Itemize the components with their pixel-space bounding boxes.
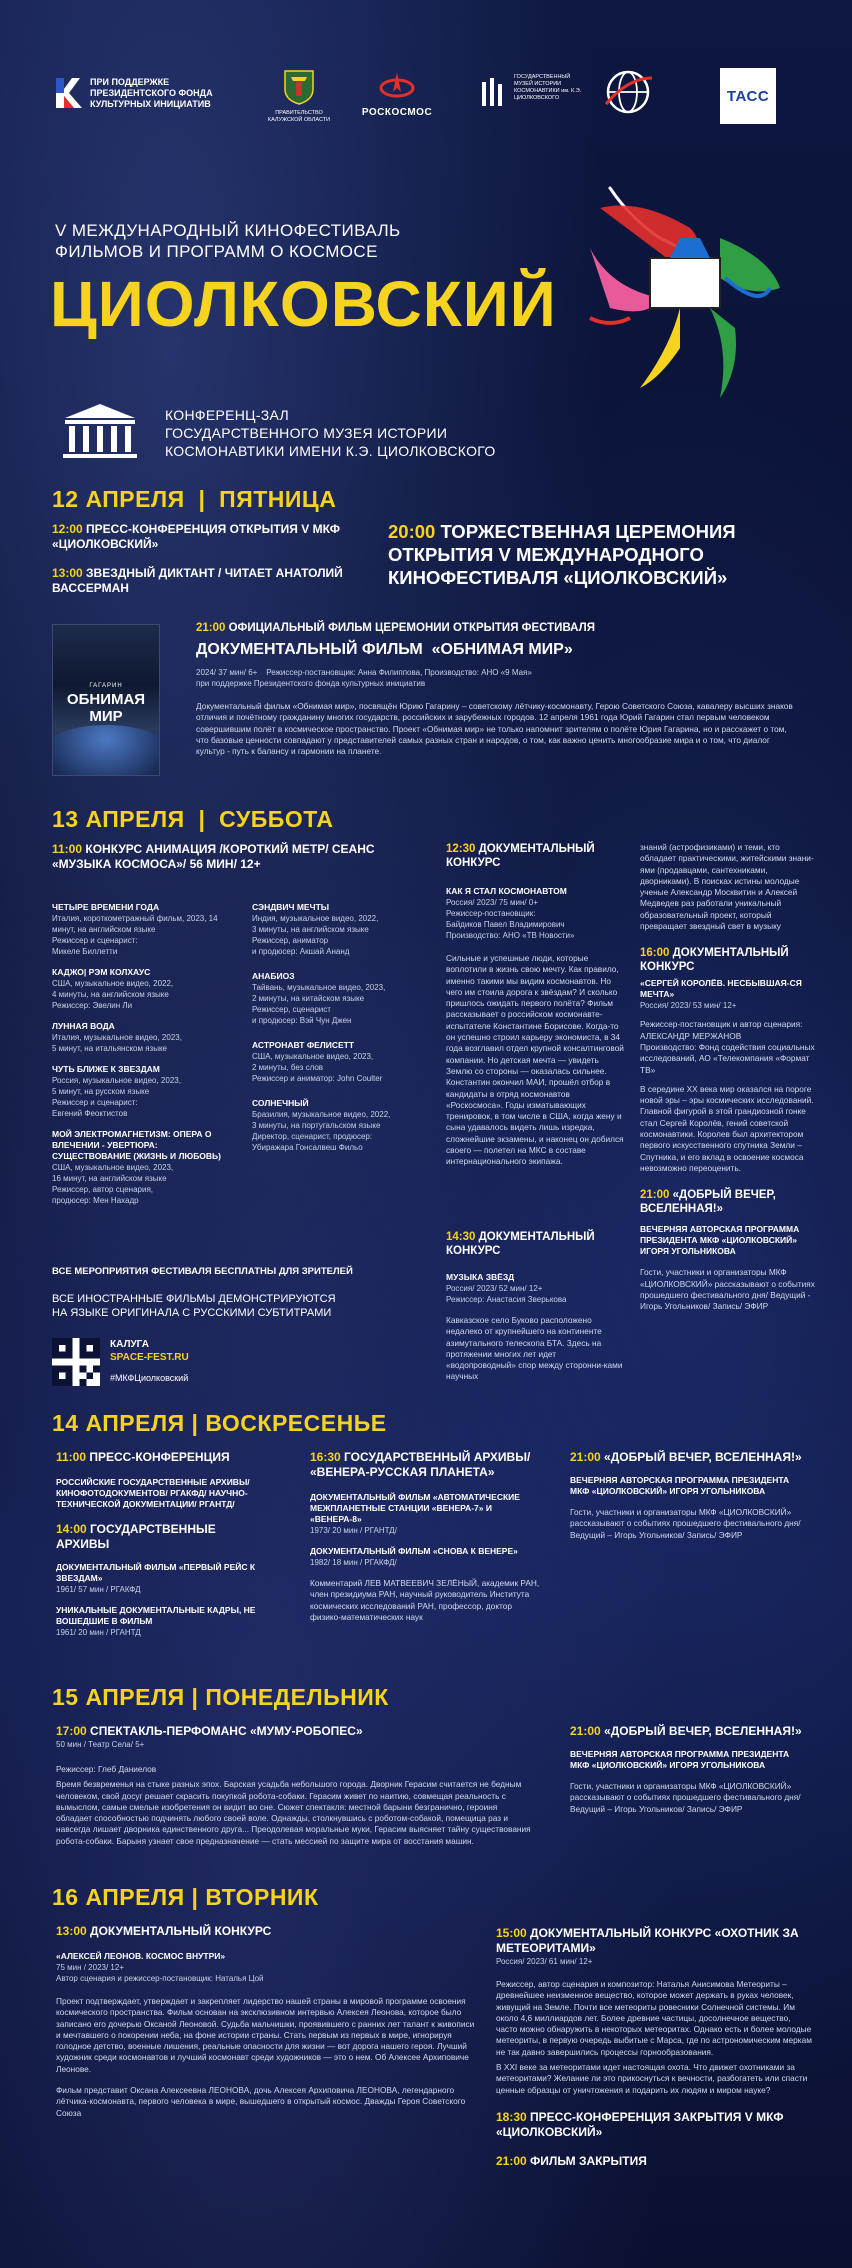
city: КАЛУГА bbox=[110, 1339, 149, 1350]
day14-e3-f2-meta: 1982/ 18 мин / РГАКФД/ bbox=[310, 1558, 397, 1567]
contact-block bbox=[110, 1338, 189, 1385]
day12-e4-time: 21:00 bbox=[196, 622, 226, 634]
film-item: КАДЖО| РЭМ КОЛХАУС США, музыкальное видео, 2022, 4 минуты, на английском языке Режиссер: Эвелин Ли bbox=[52, 967, 174, 1010]
kaluga-logo bbox=[264, 67, 334, 124]
day12-e4-meta2: при поддержке Президентского фонда культурных инициатив bbox=[196, 679, 426, 688]
day15-eve-sub: ВЕЧЕРНЯЯ АВТОРСКАЯ ПРОГРАММА ПРЕЗИДЕНТА МКФ «ЦИОЛКОВСКИЙ» ИГОРЯ УГОЛЬНИКОВА bbox=[570, 1749, 790, 1770]
festival-line-1: V МЕЖДУНАРОДНЫЙ КИНОФЕСТИВАЛЬ bbox=[55, 221, 401, 240]
museum-building-icon bbox=[480, 74, 510, 108]
day13-heading: 13 АПРЕЛЯ | СУББОТА bbox=[52, 806, 334, 832]
roscosmos-logo bbox=[352, 70, 442, 118]
day16-col-right: 15:00 ДОКУМЕНТАЛЬНЫЙ КОНКУРС «ОХОТНИК ЗА МЕТЕОРИТАМИ» Россия/ 2023/ 61 мин/ 12+ Режиссер, автор сценария и композитор: Наталья Анисимова Метеориты – древнейшее неизменное вещество, которое может держать в руках человек, живущий на Земле. Почти все метеориты ровесники Солнечной системы. Им около 4,6 миллиардов лет. Более древние частицы, досолнечное вещество, часто можно обнаружить в некоторых метеоритах. Однако есть и более молодые метеориты, в первую очередь выбитые с Марса, где по астрономическим меркам не так давно завершились процессы горнообразования. В XXI веке за метеоритами идет настоящая охота. Что движет охотниками за метеоритами? Желание ли это прикоснуться к вечности, разбогатеть или спасти ценные образцы от уничтожения и подарить их людям и миром науке? 18:30 ПРЕСС-КОНФЕРЕНЦИЯ ЗАКРЫТИЯ V МКФ «ЦИОЛКОВСКИЙ» 21:00 ФИЛЬМ ЗАКРЫТИЯ bbox=[496, 1926, 812, 2168]
day14-e3-f1-meta: 1973/ 20 мин / РГАНТД/ bbox=[310, 1526, 397, 1535]
film-item: ЧЕТЫРЕ ВРЕМЕНИ ГОДА Италия, короткометражный фильм, 2023, 14 минут, на английском языке Режиссер и сценарист: Микеле Биллетти bbox=[52, 902, 218, 956]
day13-doc2: 14:30 ДОКУМЕНТАЛЬНЫЙ КОНКУРС МУЗЫКА ЗВЁЗД Россия/ 2023/ 52 мин/ 12+ Режиссер: Анастасия Зверькова Кавказское село Буково расположено недалеко от крупнейшего на континенте азимутального телескопа БТА. Здесь на протяжении многих лет идет «водопроводный» спор между сторонни-ками научных bbox=[446, 1230, 626, 1383]
subs-note-2: НА ЯЗЫКЕ ОРИГИНАЛА С РУССКИМИ СУБТИТРАМИ bbox=[52, 1307, 332, 1319]
venue-line-2: ГОСУДАРСТВЕННОГО МУЗЕЯ ИСТОРИИ bbox=[165, 425, 448, 441]
roscosmos-icon bbox=[375, 70, 419, 102]
film-item: СЭНДВИЧ МЕЧТЫ Индия, музыкальное видео, 2022, 3 минуты, на английском языке Режиссер, аниматор и продюсер: Акшай Ананд bbox=[252, 902, 379, 956]
film-item: ЛУННАЯ ВОДА Италия, музыкальное видео, 2023, 5 минут, на итальянском языке bbox=[52, 1021, 182, 1053]
festival-emblem-icon bbox=[570, 178, 790, 428]
day14-col3: 21:00 «ДОБРЫЙ ВЕЧЕР, ВСЕЛЕННАЯ!» ВЕЧЕРНЯЯ АВТОРСКАЯ ПРОГРАММА ПРЕЗИДЕНТА МКФ «ЦИОЛКОВСКИЙ» ИГОРЯ УГОЛЬНИКОВА Гости, участники и организаторы МКФ «ЦИОЛКОВСКИЙ» рассказывают о событиях прошедшего фестивального дня/ Ведущий – Игорь Угольников/ Запись/ ЭФИР bbox=[570, 1450, 810, 1541]
festival-title: ЦИОЛКОВСКИЙ bbox=[50, 268, 557, 340]
day14-col2: 16:30 ГОСУДАРСТВЕННЫЙ АРХИВЫ/ «ВЕНЕРА-РУССКАЯ ПЛАНЕТА» ДОКУМЕНТАЛЬНЫЙ ФИЛЬМ «АВТОМАТИЧЕСКИЕ МЕЖПЛАНЕТНЫЕ СТАНЦИИ «ВЕНЕРА-7» И «ВЕНЕРА-8» 1973/ 20 мин / РГАНТД/ ДОКУМЕНТАЛЬНЫЙ ФИЛЬМ «СНОВА К ВЕНЕРЕ» 1982/ 18 мин / РГАКФД/ Комментарий ЛЕВ МАТВЕЕВИЧ ЗЕЛЁНЫЙ, академик РАН, член президиума РАН, научный руководитель Института космических исследований РАН, профессор, доктор физико-математических наук bbox=[310, 1450, 540, 1622]
day13-doc1: 12:30 ДОКУМЕНТАЛЬНЫЙ КОНКУРС КАК Я СТАЛ КОСМОНАВТОМ Россия/ 2023/ 75 мин/ 0+ Режиссер-постановщик: Байдиков Павел Владимирович Производство: АНО «ТВ Новости» Сильные и успешные люди, которые воплотили в жизнь свою мечту. Как правило, именно такими мы видим космонавтов. Но чего им стоила дорога к звёздам? И сколько пришлось ожидать первого полёта? Фильм рассказывает о российском космонавте-испытателе Константине Борисове. Когда-то он успешно строил карьеру экономиста, в 34 года возглавил отдел крупной консалтинговой компании. Но детская мечта — увидеть Землю со стороны — оказалась сильнее. Константин окончил МАИ, прошёл отбор в кандидаты в отряд космонавтов «Роскосмоса». Годы изматывающих тренировок, в том числе в США, когда жену и сына удавалось видеть лишь изредка, сложнейшие экзамены, и наконец он добился своего — полетел на МКС в составе интернационального экипажа. bbox=[446, 842, 626, 1168]
pfki-logo bbox=[52, 76, 240, 110]
doc1-desc: Сильные и успешные люди, которые воплотили в жизнь свою мечту. Как правило, именно такими мы видим космонавтов. Но чего им стоила дорога к звёздам? И сколько пришлось ожидать первого полёта? Фильм рассказывает о российском космонавте-испытателе Константине Борисове. Когда-то он успешно строил карьеру экономиста, в 34 года возглавил отдел крупной консалтинговой компании. Но детская мечта — увидеть Землю со стороны — оказалась сильнее. Константин окончил МАИ, прошёл отбор в кандидаты в отряд космонавтов «Роскосмоса». Годы изматывающих тренировок, в том числе в США, когда жену и сына удавалось видеть лишь изредка, сложнейшие экзамены, и наконец он добился своего — полетел на МКС в составе интернационального экипажа. bbox=[446, 953, 624, 1167]
film-item: АНАБИОЗ Тайвань, музыкальное видео, 2023, 2 минуты, на китайском языке Режиссер, сценарист и продюсер: Вэй Чун Джен bbox=[252, 971, 386, 1025]
venue-block bbox=[165, 406, 496, 460]
doc2-desc-cont: знаний (астрофизиками) и теми, кто обладает практическими, житейскими знани-ями (продавцами, сантехниками, дворниками). В поисках истины молодые ученые Александр Москвитин и Алексей Медведев раз работали уникальный образовательный проект, который превращает звездный свет в музыку bbox=[640, 842, 814, 932]
pfki-icon bbox=[52, 76, 82, 110]
day12-e4-film: ДОКУМЕНТАЛЬНЫЙ ФИЛЬМ «ОБНИМАЯ МИР» bbox=[196, 641, 573, 658]
day13-films-right bbox=[252, 902, 422, 1167]
day13-contest-title: КОНКУРС АНИМАЦИЯ /КОРОТКИЙ МЕТР/ СЕАНС «МУЗЫКА КОСМОСА»/ 56 МИН/ 12+ bbox=[52, 842, 375, 871]
day14-e2-f1-meta: 1961/ 57 мин / РГАКФД bbox=[56, 1585, 141, 1594]
day12-e3-title: ТОРЖЕСТВЕННАЯ ЦЕРЕМОНИЯ ОТКРЫТИЯ V МЕЖДУНАРОДНОГО КИНОФЕСТИВАЛЯ «ЦИОЛКОВСКИЙ» bbox=[388, 521, 736, 588]
day14-heading: 14 АПРЕЛЯ | ВОСКРЕСЕНЬЕ bbox=[52, 1410, 387, 1436]
day16-event-1: 13:00 ДОКУМЕНТАЛЬНЫЙ КОНКУРС «АЛЕКСЕЙ ЛЕОНОВ. КОСМОС ВНУТРИ» 75 мин / 2023/ 12+ Автор сценария и режиссер-постановщик: Наталья Цой Проект подтверждает, утверждает и закрепляет лидерство нашей страны в мировой программе освоения космического пространства. Фильм основан на эксклюзивном интервью Алексея Леонова, которое было записано его дочерью Оксаной Леоновой. Судьба мальчишки, проявившего с ранних лет талант к живописи и мечтавшего о покорении неба, на фоне истории страны. Стать первым из первых в мире, игнорируя голодное детство, военные лишения, реальные опасности для жизни — вот дорога нашего героя. Лучший художник среди космонавтов и лучший космонавт среди художников — это о нем. Об Алексее Архиповиче Леонове. Фильм представит Оксана Алексеевна ЛЕОНОВА, дочь Алексея Архиповича ЛЕОНОВА, легендарного лётчика-космонавта, первого человека в мире, вышедшего в открытый космос. Дважды Героя Советского Союза bbox=[56, 1924, 475, 2118]
day12-event-4 bbox=[196, 621, 816, 757]
day16-e2-desc2: В XXI веке за метеоритами идет настоящая охота. Что движет охотниками за метеоритами? Желание ли это прикоснуться к вечности, разбогатеть или спасти ценные образцы от уничтожения и подарить их людям и миром науке? bbox=[496, 2062, 808, 2095]
day13-eve-desc: Гости, участники и организаторы МКФ «ЦИОЛКОВСКИЙ» рассказывают о событиях прошедшего фестивального дня/ Ведущий - Игорь Угольников/ Запись/ ЭФИР bbox=[640, 1267, 815, 1312]
day13-right-col: знаний (астрофизиками) и теми, кто обладает практическими, житейскими знани-ями (продавцами, сантехниками, дворниками). В поисках истины молодые ученые Александр Москвитин и Алексей Медведев раз работали уникальный образовательный проект, который превращает звездный свет в музыку 16:00 ДОКУМЕНТАЛЬНЫЙ КОНКУРС «СЕРГЕЙ КОРОЛЁВ. НЕСБЫВШАЯ-СЯ МЕЧТА» Россия/ 2023/ 53 мин/ 12+ Режиссер-постановщик и автор сценария: АЛЕКСАНДР МЕРЖАНОВ Производство: Фонд содействия социальных исследований, АО «Телекомпания «Формат ТВ» В середине XX века мир оказался на пороге новой эры – эры космических исследований. Главной фигурой в этой грандиозной гонке стал Сергей Королёв, гений советской космонавтики. Королев был архитектором первого искусственного спутника Земли – Спутника, и его вклад в освоение космоса невозможно переоценить. 21:00 «ДОБРЫЙ ВЕЧЕР, ВСЕЛЕННАЯ!» ВЕЧЕРНЯЯ АВТОРСКАЯ ПРОГРАММА ПРЕЗИДЕНТА МКФ «ЦИОЛКОВСКИЙ» ИГОРЯ УГОЛЬНИКОВА Гости, участники и организаторы МКФ «ЦИОЛКОВСКИЙ» рассказывают о событиях прошедшего фестивального дня/ Ведущий - Игорь Угольников/ Запись/ ЭФИР bbox=[640, 842, 815, 1312]
museum-top-text: ГОСУДАРСТВЕННЫЙ МУЗЕЙ ИСТОРИИ КОСМОНАВТИКИ им. К.Э. ЦИОЛКОВСКОГО bbox=[514, 74, 582, 101]
day15-e1-director: Режиссер: Глеб Даниелов bbox=[56, 1764, 157, 1774]
day13-eve-sub: ВЕЧЕРНЯЯ АВТОРСКАЯ ПРОГРАММА ПРЕЗИДЕНТА МКФ «ЦИОЛКОВСКИЙ» ИГОРЯ УГОЛЬНИКОВА bbox=[640, 1224, 800, 1257]
day14-e2-f2-meta: 1961/ 20 мин / РГАНТД bbox=[56, 1628, 141, 1637]
day15-e1-meta: 50 мин / Театр Села/ 5+ bbox=[56, 1740, 145, 1749]
day12-e1-time: 12:00 bbox=[52, 522, 83, 536]
doc3-meta: Россия/ 2023/ 53 мин/ 12+ bbox=[640, 1001, 737, 1011]
day16-e1-film: «АЛЕКСЕЙ ЛЕОНОВ. КОСМОС ВНУТРИ» bbox=[56, 1951, 226, 1961]
doc1-meta: Россия/ 2023/ 75 мин/ 0+ Режиссер-постановщик: Байдиков Павел Владимирович Производство: АНО «ТВ Новости» bbox=[446, 898, 575, 940]
day14-e3-comment: Комментарий ЛЕВ МАТВЕЕВИЧ ЗЕЛЁНЫЙ, академик РАН, член президиума РАН, научный руководитель Института космических исследований РАН, профессор, доктор физико-математических наук bbox=[310, 1578, 540, 1622]
day12-event-2 bbox=[52, 566, 352, 596]
qr-code-icon bbox=[52, 1338, 100, 1386]
day15-col-right: 21:00 «ДОБРЫЙ ВЕЧЕР, ВСЕЛЕННАЯ!» ВЕЧЕРНЯЯ АВТОРСКАЯ ПРОГРАММА ПРЕЗИДЕНТА МКФ «ЦИОЛКОВСКИЙ» ИГОРЯ УГОЛЬНИКОВА Гости, участники и организаторы МКФ «ЦИОЛКОВСКИЙ» рассказывают о событиях прошедшего фестивального дня/ Ведущий – Игорь Угольников/ Запись/ ЭФИР bbox=[570, 1724, 810, 1815]
logo-row bbox=[40, 62, 810, 134]
day14-e2-f1: ДОКУМЕНТАЛЬНЫЙ ФИЛЬМ «ПЕРВЫЙ РЕЙС К ЗВЕЗДАМ» bbox=[56, 1562, 256, 1583]
festival-subtitle bbox=[55, 220, 401, 262]
day14-eve-sub: ВЕЧЕРНЯЯ АВТОРСКАЯ ПРОГРАММА ПРЕЗИДЕНТА МКФ «ЦИОЛКОВСКИЙ» ИГОРЯ УГОЛЬНИКОВА bbox=[570, 1475, 790, 1496]
day16-e1-meta: 75 мин / 2023/ 12+ Автор сценария и режиссер-постановщик: Наталья Цой bbox=[56, 1963, 264, 1983]
subs-note-1: ВСЕ ИНОСТРАННЫЕ ФИЛЬМЫ ДЕМОНСТРИРУЮТСЯ bbox=[52, 1293, 336, 1305]
doc2-meta: Россия/ 2023/ 52 мин/ 12+ Режиссер: Анастасия Зверькова bbox=[446, 1284, 567, 1304]
doc3-film: «СЕРГЕЙ КОРОЛЁВ. НЕСБЫВШАЯ-СЯ МЕЧТА» bbox=[640, 978, 802, 1000]
day16-e2-meta: Россия/ 2023/ 61 мин/ 12+ bbox=[496, 1957, 593, 1966]
day14-e1-sub: РОССИЙСКИЕ ГОСУДАРСТВЕННЫЕ АРХИВЫ/ КИНОФОТОДОКУМЕНТОВ/ РГАКФД/ НАУЧНО-ТЕХНИЧЕСКОЙ ДОКУМЕНТАЦИИ/ РГАНТД/ bbox=[56, 1477, 250, 1509]
day16-heading: 16 АПРЕЛЯ | ВТОРНИК bbox=[52, 1884, 319, 1910]
day15-eve-desc: Гости, участники и организаторы МКФ «ЦИОЛКОВСКИЙ» рассказывают о событиях прошедшего фестивального дня/ Ведущий – Игорь Угольников/ Запись/ ЭФИР bbox=[570, 1781, 801, 1814]
hashtag: #МКФЦиолковский bbox=[110, 1373, 189, 1383]
day15-e1-desc: Время безвременья на стыке разных эпох. Барская усадьба небольшого города. Дворник Герасим считается не бедным человеком, свой досуг решает скрасить покупкой робота-собаки. Герасим живет по наитию, совмещая реальность с вымыслом, самые смелые изобретения он видит во сне. Сюжет спектакля: местной барыни безгранично, героиня обладает способностью подчинять любого своей воле. Однажды, столкнувшись с роботом-собакой, помещица раз и навсегда лишает дворника единственного друга... Преодолевая моральные муки, Герасим выясняет тайну существования робота-собаки. Барыня узнает свое предназначение — стать мессией по защите мира от восстания машин. bbox=[56, 1779, 531, 1846]
doc1-film: КАК Я СТАЛ КОСМОНАВТОМ bbox=[446, 886, 567, 896]
free-note: ВСЕ МЕРОПРИЯТИЯ ФЕСТИВАЛЯ БЕСПЛАТНЫ ДЛЯ ЗРИТЕЛЕЙ bbox=[52, 1266, 353, 1277]
day14-e3-f1: ДОКУМЕНТАЛЬНЫЙ ФИЛЬМ «АВТОМАТИЧЕСКИЕ МЕЖПЛАНЕТНЫЕ СТАНЦИИ «ВЕНЕРА-7» И «ВЕНЕРА-8» bbox=[310, 1492, 520, 1524]
day16-e1-desc1: Проект подтверждает, утверждает и закрепляет лидерство нашей страны в мировой программе освоения космического пространства. Фильм основан на эксклюзивном интервью Алексея Леонова, которое было записано его дочерью Оксаной Леоновой. Судьба мальчишки, проявившего с ранних лет талант к живописи и мечтавшего о покорении неба, на фоне истории страны. Стать первым из первых в мире, игнорируя голодное детство, военные лишения, реальные опасности для жизни — вот дорога нашего героя. Лучший художник среди космонавтов и лучший космонавт среди художников — это о нем. Об Алексее Архиповиче Леонове. bbox=[56, 1996, 475, 2074]
day13-films-left bbox=[52, 902, 237, 1216]
museum-building-icon-large bbox=[55, 400, 145, 462]
day12-e1-title: ПРЕСС-КОНФЕРЕНЦИЯ ОТКРЫТИЯ V МКФ «ЦИОЛКОВСКИЙ» bbox=[52, 522, 340, 551]
day12-e2-title: ЗВЕЗДНЫЙ ДИКТАНТ / ЧИТАЕТ АНАТОЛИЙ ВАССЕРМАН bbox=[52, 566, 343, 595]
day15-event-1: 17:00 СПЕКТАКЛЬ-ПЕРФОМАНС «МУМУ-РОБОПЕС» 50 мин / Театр Села/ 5+ Режиссер: Глеб Даниелов Время безвременья на стыке разных эпох. Барская усадьба небольшого города. Дворник Герасим считается не бедным человеком, свой досуг решает скрасить покупкой робота-собаки. Герасим живет по наитию, совмещая реальность с вымыслом, самые смелые изобретения он видит во сне. Сюжет спектакля: местной барыни безгранично, героиня обладает способностью подчинять любого своей воле. Однажды, столкнувшись с роботом-собакой, помещица раз и навсегда лишает дворника единственного друга... Преодолевая моральные муки, Герасим выясняет тайну существования робота-собаки. Барыня узнает свое предназначение — стать мессией по защите мира от восстания машин. bbox=[56, 1724, 536, 1847]
day12-event-1 bbox=[52, 522, 352, 552]
film-item: СОЛНЕЧНЫЙ Бразилия, музыкальное видео, 2022, 3 минуты, на португальском языке Директор, сценарист, продюсер: Убиражара Гонсалвеш Фильо bbox=[252, 1098, 391, 1152]
kaluga-coat-of-arms-icon bbox=[282, 67, 316, 105]
festival-line-2: ФИЛЬМОВ И ПРОГРАММ О КОСМОСЕ bbox=[55, 242, 378, 261]
doc3-crew: Режиссер-постановщик и автор сценария: АЛЕКСАНДР МЕРЖАНОВ Производство: Фонд содействия социальных исследований, АО «Телекомпания «Формат ТВ» bbox=[640, 1019, 815, 1075]
doc2-desc: Кавказское село Буково расположено недалеко от крупнейшего на континенте азимутального телескопа БТА. Здесь на протяжении многих лет идет «водопроводный» спор между сторонни-ками научных bbox=[446, 1315, 623, 1382]
venue-line-1: КОНФЕРЕНЦ-ЗАЛ bbox=[165, 407, 289, 423]
globe-rocket-icon bbox=[600, 68, 656, 116]
roscosmos-text: РОСКОСМОС bbox=[361, 107, 433, 118]
film-poster bbox=[52, 624, 160, 776]
day14-eve-desc: Гости, участники и организаторы МКФ «ЦИОЛКОВСКИЙ» рассказывают о событиях прошедшего фестивального дня/ Ведущий – Игорь Угольников/ Запись/ ЭФИР bbox=[570, 1507, 801, 1540]
day12-e3-time: 20:00 bbox=[388, 521, 436, 542]
globe-logo bbox=[600, 68, 656, 121]
poster-planet bbox=[52, 725, 160, 776]
day12-e4-title: ОФИЦИАЛЬНЫЙ ФИЛЬМ ЦЕРЕМОНИИ ОТКРЫТИЯ ФЕСТИВАЛЯ bbox=[225, 622, 595, 634]
museum-top-logo bbox=[480, 74, 590, 108]
day12-e2-time: 13:00 bbox=[52, 566, 83, 580]
kaluga-text: ПРАВИТЕЛЬСТВО КАЛУЖСКОЙ ОБЛАСТИ bbox=[267, 110, 331, 123]
poster-title: ОБНИМАЯ МИР bbox=[66, 691, 146, 725]
day15-heading: 15 АПРЕЛЯ | ПОНЕДЕЛЬНИК bbox=[52, 1684, 389, 1710]
day12-e4-meta1: 2024/ 37 мин/ 6+ Режиссер-постановщик: Анна Филиппова, Производство: АНО «9 Мая» bbox=[196, 668, 532, 677]
day12-event-3 bbox=[388, 520, 808, 589]
day12-e4-desc: Документальный фильм «Обнимая мир», посвящён Юрию Гагарину – советскому лётчику-космонавту, Герою Советского Союза, кавалеру высших знаков отличия и почётному гражданину многих государств, российских и зарубежных городов. 12 апреля 1961 года Юрий Гагарин стал первым человеком совершившим полёт в космическое пространство. Проект «Обнимая мир» не только напомнит зрителям о полёте Юрия Гагарина, но и расскажет о том, что базовые ценности совпадают у представителей самых разных стран и народов, о том, как важно ценить многообразие мира и о том, что диалог культур - путь к балансу и гармонии на планете. bbox=[196, 701, 793, 757]
film-item: АСТРОНАВТ ФЕЛИСЕТТ США, музыкальное видео, 2023, 2 минуты, без слов Режиссер и аниматор: John Coulter bbox=[252, 1040, 383, 1083]
day16-e1-desc2: Фильм представит Оксана Алексеевна ЛЕОНОВА, дочь Алексея Архиповича ЛЕОНОВА, легендарного лётчика-космонавта, первого человека в мире, вышедшего в открытый космос. Дважды Героя Советского Союза bbox=[56, 2085, 466, 2118]
poster-small-text: ГАГАРИН bbox=[89, 683, 123, 689]
day14-e3-f2: ДОКУМЕНТАЛЬНЫЙ ФИЛЬМ «СНОВА К ВЕНЕРЕ» bbox=[310, 1546, 518, 1556]
tass-logo bbox=[720, 68, 776, 124]
day12-heading: 12 АПРЕЛЯ | ПЯТНИЦА bbox=[52, 486, 337, 512]
day13-contest bbox=[52, 842, 392, 872]
day14-col1: 11:00 ПРЕСС-КОНФЕРЕНЦИЯ РОССИЙСКИЕ ГОСУДАРСТВЕННЫЕ АРХИВЫ/ КИНОФОТОДОКУМЕНТОВ/ РГАКФД/ НАУЧНО-ТЕХНИЧЕСКОЙ ДОКУМЕНТАЦИИ/ РГАНТД/ 14:00 ГОСУДАРСТВЕННЫЕ АРХИВЫ ДОКУМЕНТАЛЬНЫЙ ФИЛЬМ «ПЕРВЫЙ РЕЙС К ЗВЕЗДАМ» 1961/ 57 мин / РГАКФД УНИКАЛЬНЫЕ ДОКУМЕНТАЛЬНЫЕ КАДРЫ, НЕ ВОШЕДШИЕ В ФИЛЬМ 1961/ 20 мин / РГАНТД bbox=[56, 1450, 271, 1638]
doc3-desc: В середине XX века мир оказался на пороге новой эры – эры космических исследований. Главной фигурой в этой грандиозной гонке стал Сергей Королёв, гений советской космонавтики. Королев был архитектором первого искусственного спутника Земли – Спутника, и его вклад в освоение космоса невозможно переоценить. bbox=[640, 1083, 814, 1173]
pfki-text: ПРИ ПОДДЕРЖКЕ ПРЕЗИДЕНТСКОГО ФОНДА КУЛЬТУРНЫХ ИНИЦИАТИВ bbox=[90, 76, 213, 109]
doc2-film: МУЗЫКА ЗВЁЗД bbox=[446, 1272, 515, 1282]
site-link[interactable]: SPACE-FEST.RU bbox=[110, 1352, 189, 1363]
film-item: МОЙ ЭЛЕКТРОМАГНЕТИЗМ: ОПЕРА О ВЛЕЧЕНИИ - УВЕРТЮРА: СУЩЕСТВОВАНИЕ (ЖИЗНЬ И ЛЮБОВЬ) США, музыкальное видео, 2023, 16 минут, на английском языке Режиссер, автор сценария, продюсер: Мен Нахадр bbox=[52, 1129, 221, 1205]
subs-note bbox=[52, 1292, 336, 1320]
film-item: ЧУТЬ БЛИЖЕ К ЗВЕЗДАМ Россия, музыкальное видео, 2023, 5 минут, на русском языке Режиссер и сценарист: Евгений Феоктистов bbox=[52, 1064, 181, 1118]
tass-text: ТАСС bbox=[726, 87, 770, 105]
venue-line-3: КОСМОНАВТИКИ ИМЕНИ К.Э. ЦИОЛКОВСКОГО bbox=[165, 443, 496, 459]
day14-e2-f2: УНИКАЛЬНЫЕ ДОКУМЕНТАЛЬНЫЕ КАДРЫ, НЕ ВОШЕДШИЕ В ФИЛЬМ bbox=[56, 1605, 256, 1626]
day13-contest-time: 11:00 bbox=[52, 842, 83, 856]
day16-e2-desc1: Режиссер, автор сценария и композитор: Наталья Анисимова Метеориты – древнейшее неизменное вещество, которое может держать в руках человек, живущий на Земле. Почти все метеориты ровесники Солнечной системы. Им около 4,6 миллиардов лет. Более древние частицы, досолнечное вещество, часто можно обнаружить в некоторых метеоритах. Однако есть и более молодые метеориты, в первую очередь выбитые с Марса, где по астрономическим меркам не так давно завершились процессы горнообразования. bbox=[496, 1979, 812, 2057]
